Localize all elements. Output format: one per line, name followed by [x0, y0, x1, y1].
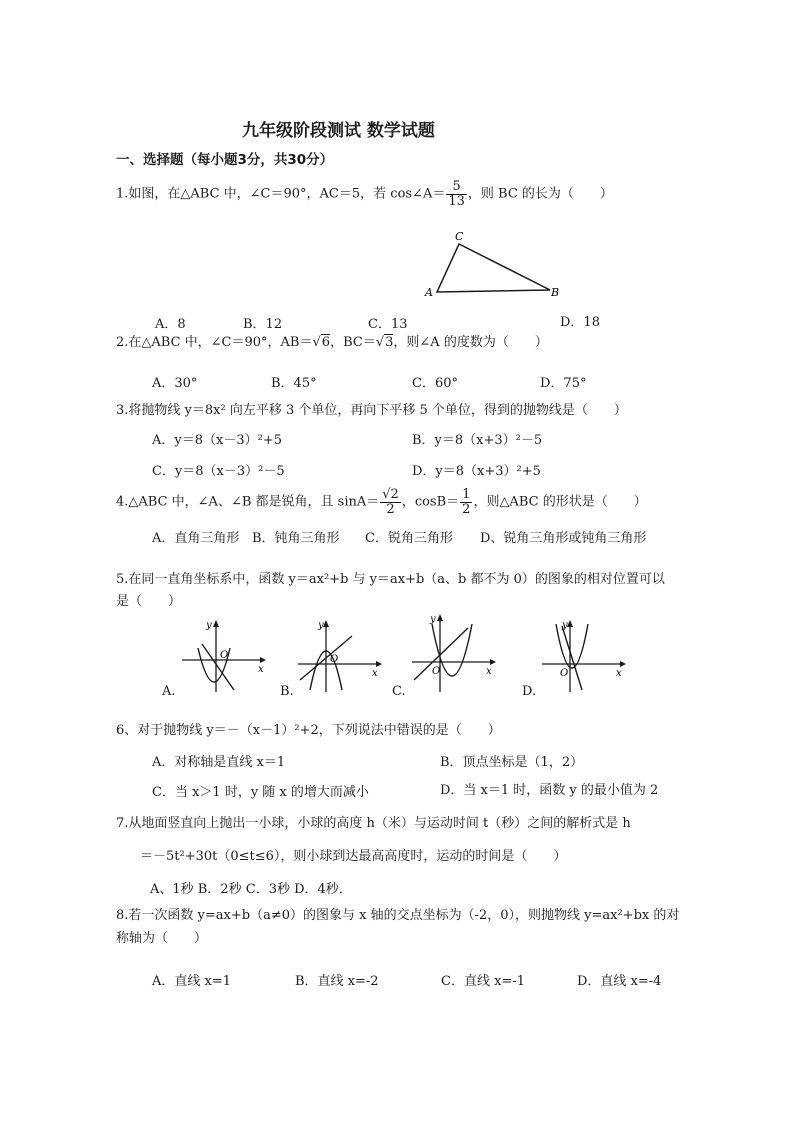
- q4-text-3: ，则△ABC 的形状是（ ）: [473, 494, 647, 510]
- q3-option-c[interactable]: C．y＝8（x－3）²－5: [152, 464, 285, 479]
- q4-f2-den: 2: [462, 501, 471, 517]
- y-label: y: [562, 620, 568, 631]
- q4-option-a[interactable]: A．直角三角形: [152, 531, 240, 546]
- q1-triangle-figure: [415, 228, 575, 300]
- question-5-line-1: 5.在同一直角坐标系中，函数 y＝ax²+b 与 y＝ax+b（a、b 都不为 0）的图象的相对位置可以: [116, 572, 665, 587]
- q2-sqrt-2: 3: [385, 335, 394, 350]
- question-7-line-1: 7.从地面竖直向上抛出一小球，小球的高度 h（米）与运动时间 t（秒）之间的解析式是 h: [116, 816, 631, 831]
- page-title: 九年级阶段测试 数学试题: [242, 121, 435, 141]
- q6-option-a[interactable]: A．对称轴是直线 x＝1: [152, 755, 286, 770]
- y-axis-arrow: [323, 620, 329, 627]
- x-axis-arrow: [620, 661, 626, 667]
- q4-text-2: ，cosB＝: [401, 494, 460, 510]
- q1-option-b[interactable]: B．12: [243, 317, 283, 332]
- q8-option-c[interactable]: C．直线 x=-1: [441, 974, 525, 989]
- q3-option-d[interactable]: D．y＝8（x+3）²+5: [412, 464, 541, 479]
- q4-fraction-2: [460, 488, 472, 516]
- x-label: x: [372, 668, 378, 679]
- q2-sqrt-1: 6: [321, 335, 331, 350]
- q5-graph-a: [180, 618, 266, 694]
- q2-option-d[interactable]: D．75°: [540, 376, 587, 391]
- q6-option-c[interactable]: C．当 x＞1 时，y 随 x 的增大而减小: [152, 785, 369, 800]
- y-axis-arrow: [437, 614, 443, 621]
- question-2-stem: 2.在△ABC 中，∠C＝90°，AB＝√6，BC＝√3，则∠A 的度数为（ ）: [116, 335, 548, 350]
- question-3-stem: 3.将抛物线 y＝8x² 向左平移 3 个单位，再向下平移 5 个单位，得到的抛物线是（ ）: [116, 403, 627, 418]
- q4-fraction-1: [380, 488, 401, 516]
- q6-option-b[interactable]: B．顶点坐标是（1，2）: [440, 755, 584, 770]
- q1-text-before: 1.如图，在△ABC 中，∠C＝90°，AC＝5，若 cos∠A＝: [116, 186, 446, 202]
- q8-option-d[interactable]: D．直线 x=-4: [577, 974, 662, 989]
- q1-option-a[interactable]: A．8: [155, 317, 186, 332]
- question-8-line-2: 称轴为（ ）: [116, 931, 208, 946]
- origin-label: O: [560, 668, 569, 679]
- x-label: x: [616, 668, 622, 679]
- y-axis-arrow: [567, 620, 573, 627]
- q6-option-d[interactable]: D．当 x＝1 时，函数 y 的最小值为 2: [440, 783, 659, 798]
- x-label: x: [486, 666, 492, 677]
- q5-option-b[interactable]: B.: [280, 684, 294, 699]
- q2-option-b[interactable]: B．45°: [271, 376, 317, 391]
- q3-option-a[interactable]: A．y＝8（x－3）²+5: [152, 433, 282, 448]
- x-label: x: [258, 664, 264, 675]
- question-8-line-1: 8.若一次函数 y=ax+b（a≠0）的图象与 x 轴的交点坐标为（-2，0），则抛物线 y=ax²+bx 的对: [116, 908, 680, 923]
- q2-option-c[interactable]: C．60°: [412, 376, 458, 391]
- question-5-line-2: 是（ ）: [116, 594, 182, 609]
- q4-text-1: 4.△ABC 中，∠A、∠B 都是锐角，且 sinA＝: [116, 494, 380, 510]
- q5-graph-b: [296, 618, 382, 694]
- question-1-stem: [116, 180, 613, 208]
- question-6-stem: 6、对于抛物线 y＝－（x－1）²+2，下列说法中错误的是（ ）: [116, 723, 501, 738]
- x-axis-arrow: [260, 657, 266, 663]
- q4-f1-num: √2: [382, 487, 399, 502]
- vertex-c-label: C: [455, 230, 464, 243]
- question-4-stem: [116, 488, 647, 516]
- q8-option-b[interactable]: B．直线 x=-2: [295, 974, 379, 989]
- q2-text-1: 2.在△ABC 中，∠C＝90°，AB＝: [116, 335, 313, 350]
- y-label: y: [206, 620, 212, 631]
- vertex-a-label: A: [425, 286, 433, 299]
- q1-frac-num: 5: [446, 180, 467, 195]
- origin-label: O: [220, 650, 229, 661]
- origin-label: O: [432, 666, 441, 677]
- x-axis-arrow: [490, 659, 496, 665]
- line-graph: [414, 628, 468, 680]
- question-7-line-2: ＝－5t²+30t（0≤t≤6），则小球到达最高高度时，运动的时间是（ ）: [140, 849, 567, 864]
- q3-option-b[interactable]: B．y＝8（x+3）²－5: [412, 433, 543, 448]
- q2-text-2: ，BC＝: [330, 335, 376, 350]
- q4-option-b[interactable]: B．钝角三角形: [252, 531, 340, 546]
- x-axis-arrow: [376, 661, 382, 667]
- y-axis-arrow: [213, 620, 219, 627]
- q1-fraction: [446, 180, 467, 208]
- q7-options[interactable]: A、1秒 B．2秒 C．3秒 D．4秒．: [150, 882, 352, 897]
- q5-option-c[interactable]: C.: [392, 684, 406, 699]
- q5-option-d[interactable]: D.: [522, 684, 537, 699]
- q4-f1-den: 2: [386, 501, 395, 517]
- q1-option-c[interactable]: C．13: [368, 317, 408, 332]
- q1-text-after: ，则 BC 的长为（ ）: [467, 186, 613, 202]
- q2-text-3: ，则∠A 的度数为（ ）: [393, 335, 548, 350]
- y-label: y: [430, 614, 436, 625]
- q8-option-a[interactable]: A．直线 x=1: [152, 974, 232, 989]
- y-label: y: [318, 620, 324, 631]
- section-heading: 一、选择题（每小题3分，共30分）: [116, 152, 334, 168]
- q2-option-a[interactable]: A．30°: [152, 376, 198, 391]
- q4-option-c[interactable]: C．锐角三角形: [365, 531, 453, 546]
- q1-frac-den: 13: [448, 193, 465, 209]
- q5-graph-c: [410, 610, 496, 694]
- parabola: [556, 624, 588, 668]
- vertex-b-label: B: [551, 286, 560, 299]
- q4-f2-num: 1: [462, 487, 471, 502]
- triangle-abc: [437, 244, 550, 292]
- q5-graph-d: [540, 618, 626, 694]
- origin-label: O: [330, 654, 339, 665]
- q4-option-d[interactable]: D、锐角三角形或钝角三角形: [480, 531, 647, 546]
- q5-option-a[interactable]: A.: [162, 684, 176, 699]
- q1-option-d[interactable]: D．18: [560, 315, 600, 330]
